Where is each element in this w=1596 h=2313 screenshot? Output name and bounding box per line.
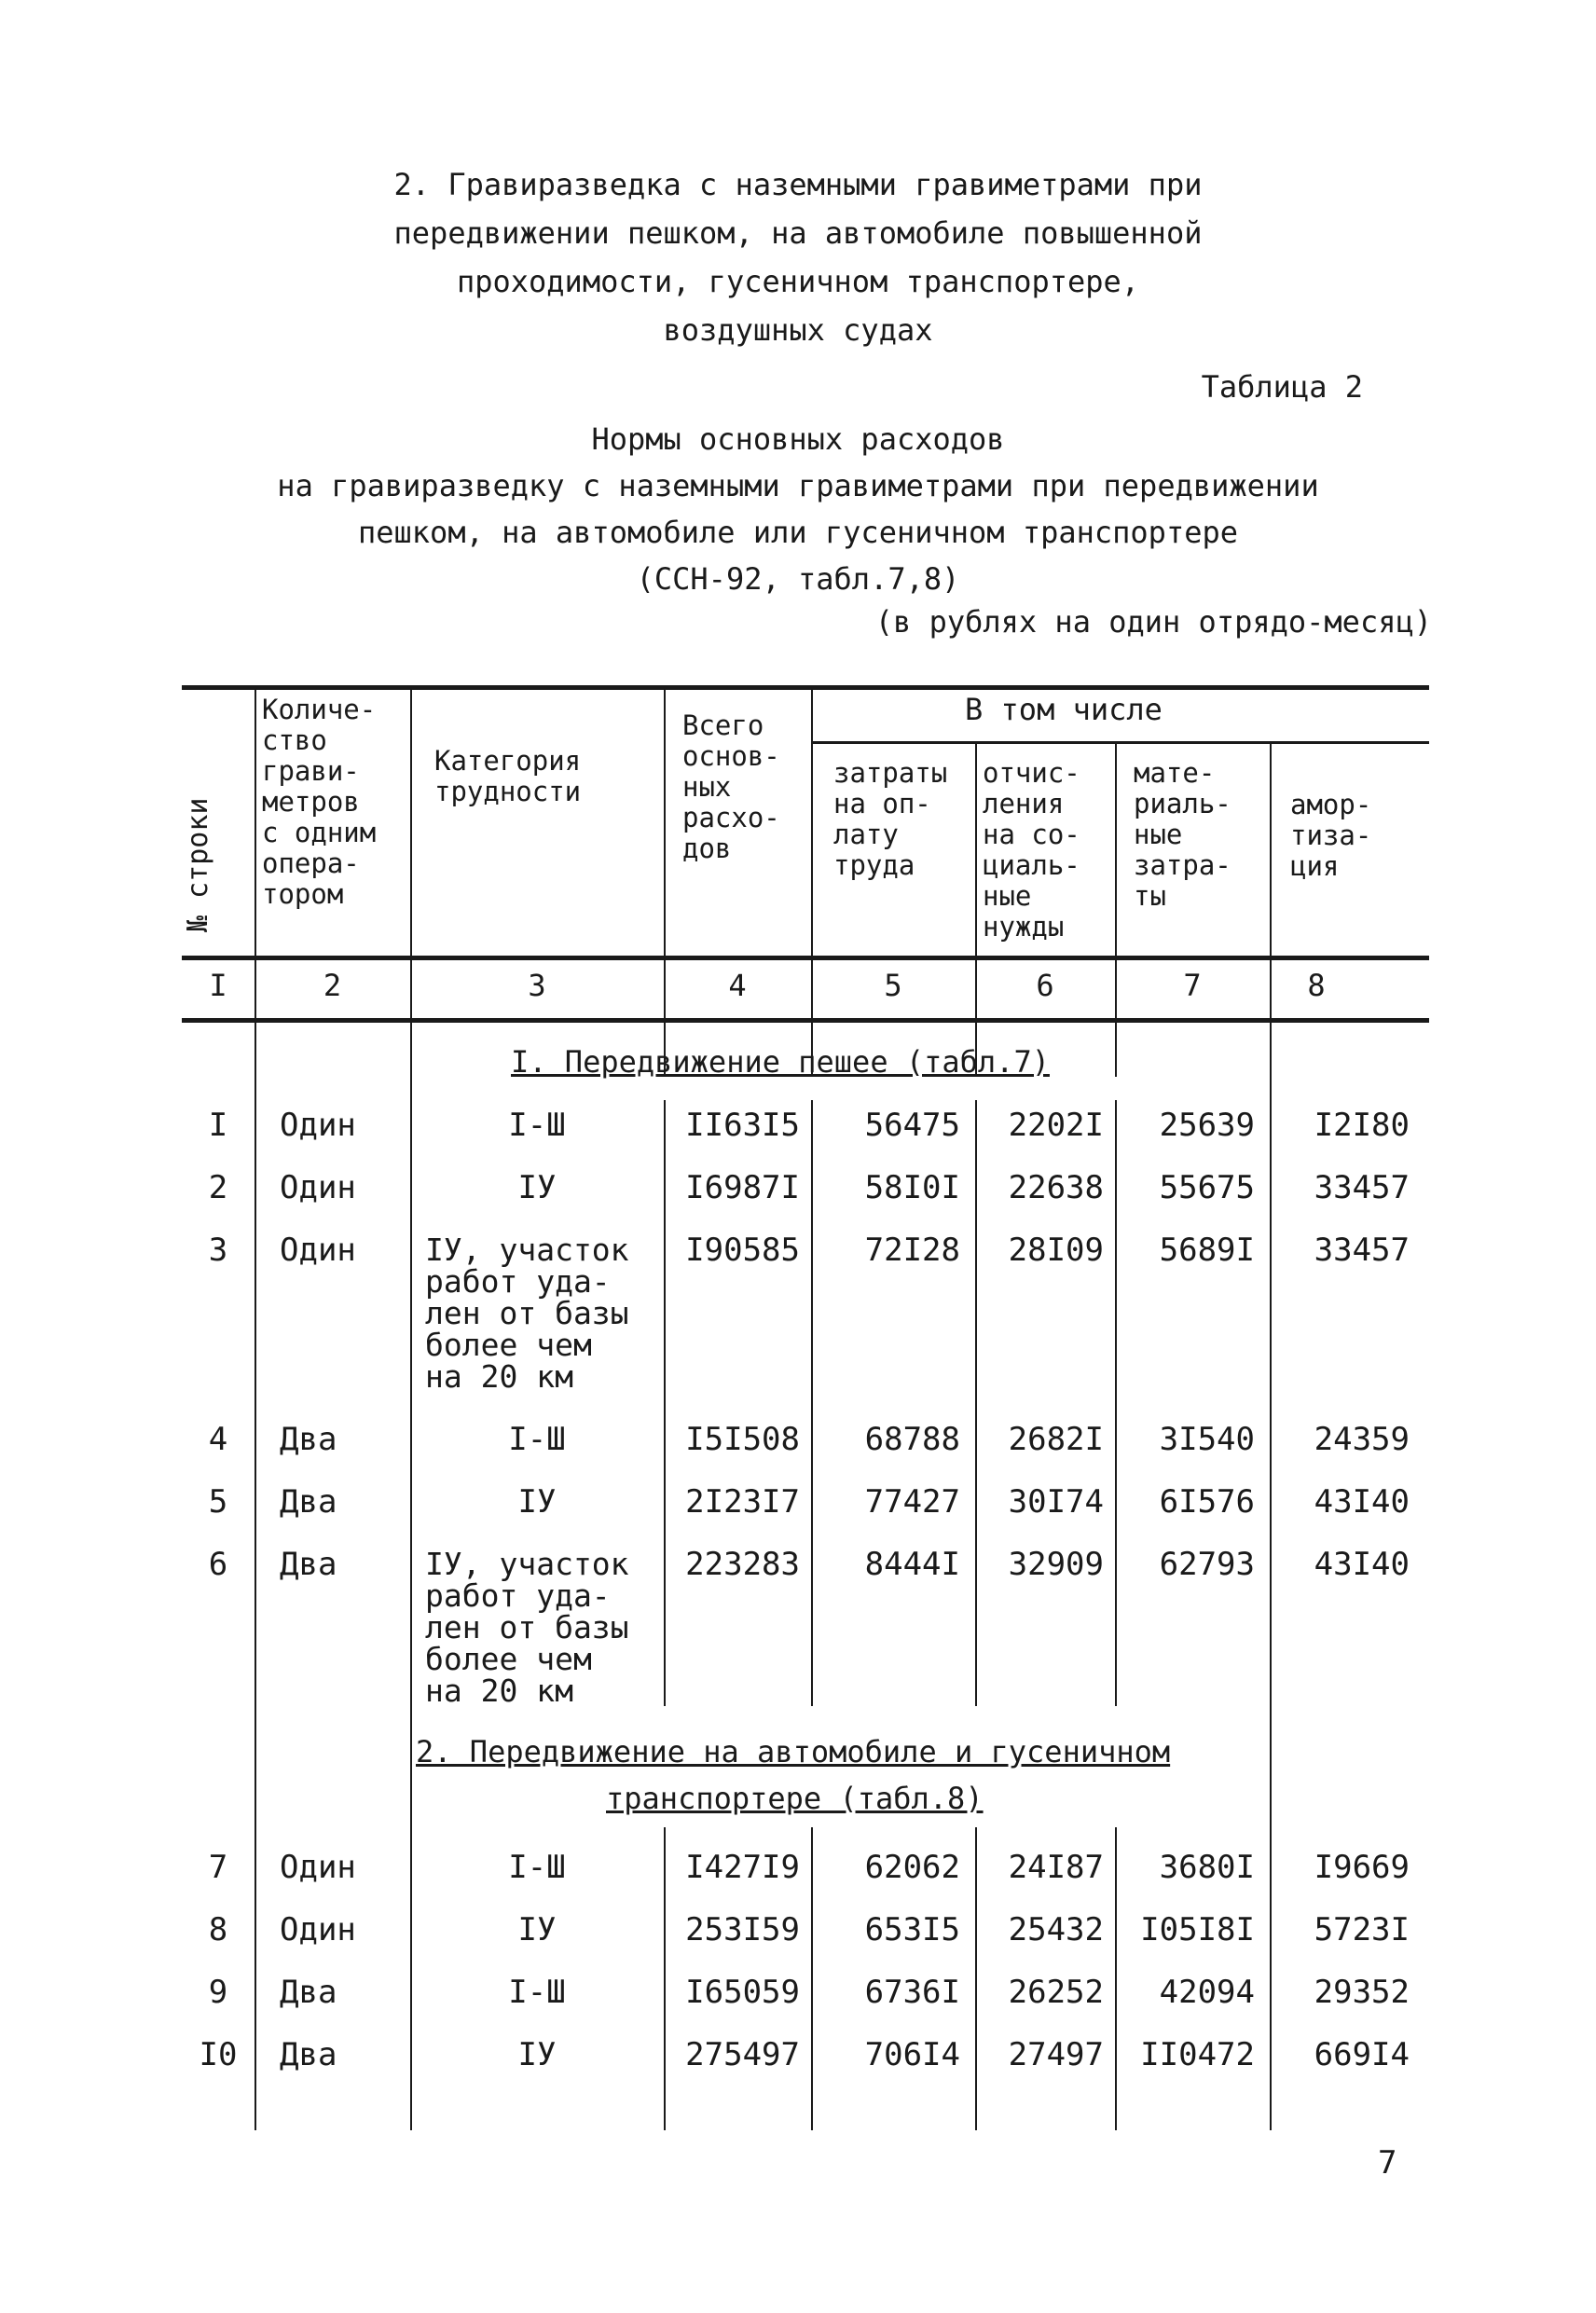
col-divider-4a [811, 685, 813, 1077]
row-number: 4 [208, 1421, 228, 1458]
row-category: I-Ш [508, 1421, 566, 1458]
colnum-bottom-rule [182, 1018, 1429, 1023]
row-labor: 56475 [864, 1107, 960, 1144]
row-count: Два [280, 1483, 337, 1521]
row-number: I0 [199, 2036, 238, 2073]
row-total: I65059 [685, 1974, 800, 2011]
row-material: 42094 [1159, 1974, 1255, 2011]
row-category: IУ, участок работ уда- лен от базы более чем на 20 км [425, 1546, 629, 1709]
colnum-4: 4 [728, 968, 747, 1003]
row-labor: 72I28 [864, 1232, 960, 1269]
row-number: 2 [208, 1169, 228, 1206]
row-count: Один [280, 1169, 356, 1206]
row-labor: 706I4 [864, 2036, 960, 2073]
row-material: II0472 [1140, 2036, 1255, 2073]
header-social: отчис- ления на со- циаль- ные нужды [983, 757, 1080, 943]
colnum-8: 8 [1307, 968, 1326, 1003]
colnum-3: 3 [528, 968, 546, 1003]
header-depreciation: амор- тиза- ция [1290, 789, 1372, 882]
header-including: В том числе [965, 692, 1163, 727]
row-depreciation: 5723I [1314, 1911, 1410, 1948]
section-1-title: I. Передвижение пешее (табл.7) [511, 1044, 1050, 1080]
row-material: 3I540 [1159, 1421, 1255, 1458]
row-material: 3680I [1159, 1849, 1255, 1886]
row-depreciation: 29352 [1314, 1974, 1410, 2011]
row-material: 62793 [1159, 1546, 1255, 1583]
row-total: 253I59 [685, 1911, 800, 1948]
row-labor: 68788 [864, 1421, 960, 1458]
col-divider-1 [255, 685, 256, 2130]
row-material: 5689I [1159, 1232, 1255, 1269]
table-number: Таблица 2 [1201, 369, 1363, 405]
row-depreciation: I9669 [1314, 1849, 1410, 1886]
header-total: Всего основ- ных расхо- дов [682, 709, 780, 864]
header-bottom-rule [182, 956, 1429, 960]
row-category: IУ, участок работ уда- лен от базы более чем на 20 км [425, 1232, 629, 1395]
section-2-title-line-2: транспортере (табл.8) [606, 1781, 984, 1816]
row-labor: 62062 [864, 1849, 960, 1886]
colnum-6: 6 [1036, 968, 1054, 1003]
row-total: 223283 [685, 1546, 800, 1583]
row-social: 25432 [1008, 1911, 1104, 1948]
col-divider-3a [664, 685, 666, 1077]
row-number: 7 [208, 1849, 228, 1886]
row-social: 24I87 [1008, 1849, 1104, 1886]
col-divider-6a [1115, 741, 1117, 1077]
row-count: Два [280, 1421, 337, 1458]
row-category: I-Ш [508, 1849, 566, 1886]
row-total: I427I9 [685, 1849, 800, 1886]
row-number: 5 [208, 1483, 228, 1521]
row-count: Два [280, 1974, 337, 2011]
table-title-line: пешком, на автомобиле или гусеничном транспортере [357, 515, 1238, 550]
row-labor: 58I0I [864, 1169, 960, 1206]
heading-line: воздушных судах [663, 312, 933, 348]
row-count: Один [280, 1911, 356, 1948]
row-depreciation: I2I80 [1314, 1107, 1410, 1144]
row-labor: 6736I [864, 1974, 960, 2011]
row-count: Один [280, 1107, 356, 1144]
row-social: 28I09 [1008, 1232, 1104, 1269]
table-title-line: на гравиразведку с наземными гравиметрами при передвижении [277, 468, 1319, 503]
row-depreciation: 43I40 [1314, 1483, 1410, 1521]
row-category: IУ [517, 1169, 557, 1206]
row-material: I05I8I [1140, 1911, 1255, 1948]
section-2-title-line-1 [416, 1734, 1170, 1769]
colnum-1: I [209, 968, 227, 1003]
header-row-no: № строки [182, 797, 214, 932]
colnum-5: 5 [884, 968, 902, 1003]
row-count: Один [280, 1849, 356, 1886]
page-number: 7 [1378, 2144, 1397, 2182]
row-social: 32909 [1008, 1546, 1104, 1583]
row-category: I-Ш [508, 1107, 566, 1144]
row-number: 8 [208, 1911, 228, 1948]
row-total: II63I5 [685, 1107, 800, 1144]
row-total: 275497 [685, 2036, 800, 2073]
row-social: 27497 [1008, 2036, 1104, 2073]
row-category: IУ [517, 1483, 557, 1521]
row-depreciation: 33457 [1314, 1232, 1410, 1269]
row-number: 9 [208, 1974, 228, 2011]
table-top-rule [182, 685, 1429, 690]
heading-line: передвижении пешком, на автомобиле повышенной [393, 215, 1203, 251]
table-title-line: (ССН-92, табл.7,8) [636, 561, 960, 597]
row-social: 2682I [1008, 1421, 1104, 1458]
row-social: 26252 [1008, 1974, 1104, 2011]
row-social: 30I74 [1008, 1483, 1104, 1521]
row-labor: 77427 [864, 1483, 960, 1521]
section-2-title-text: 2. Передвижение на автомобиле и гусеничном [416, 1734, 1171, 1769]
header-category: Категория трудности [434, 745, 582, 807]
row-material: 55675 [1159, 1169, 1255, 1206]
including-rule [811, 741, 1429, 744]
colnum-2: 2 [323, 968, 342, 1003]
row-total: I90585 [685, 1232, 800, 1269]
row-total: 2I23I7 [685, 1483, 800, 1521]
header-material: мате- риаль- ные затра- ты [1134, 757, 1231, 912]
row-depreciation: 24359 [1314, 1421, 1410, 1458]
header-count: Количе- ство грави- метров с одним опера- тором [262, 694, 377, 910]
row-social: 2202I [1008, 1107, 1104, 1144]
row-total: I6987I [685, 1169, 800, 1206]
row-category: IУ [517, 1911, 557, 1948]
row-material: 6I576 [1159, 1483, 1255, 1521]
heading-line: 2. Гравиразведка с наземными гравиметрами при [393, 167, 1203, 202]
row-depreciation: 33457 [1314, 1169, 1410, 1206]
row-count: Два [280, 1546, 337, 1583]
row-social: 22638 [1008, 1169, 1104, 1206]
row-count: Один [280, 1232, 356, 1269]
row-depreciation: 43I40 [1314, 1546, 1410, 1583]
heading-line: проходимости, гусеничном транспортере, [456, 264, 1140, 299]
row-depreciation: 669I4 [1314, 2036, 1410, 2073]
row-category: IУ [517, 2036, 557, 2073]
header-labor: затраты на оп- лату труда [833, 757, 948, 881]
row-labor: 8444I [864, 1546, 960, 1583]
col-divider-5a [975, 741, 977, 1077]
row-material: 25639 [1159, 1107, 1255, 1144]
row-number: 3 [208, 1232, 228, 1269]
row-number: 6 [208, 1546, 228, 1583]
row-total: I5I508 [685, 1421, 800, 1458]
row-count: Два [280, 2036, 337, 2073]
units-note: (в рублях на один отрядо-месяц) [874, 604, 1432, 640]
colnum-7: 7 [1183, 968, 1202, 1003]
row-labor: 653I5 [864, 1911, 960, 1948]
row-category: I-Ш [508, 1974, 566, 2011]
table-title-line: Нормы основных расходов [591, 421, 1005, 457]
row-number: I [208, 1107, 228, 1144]
